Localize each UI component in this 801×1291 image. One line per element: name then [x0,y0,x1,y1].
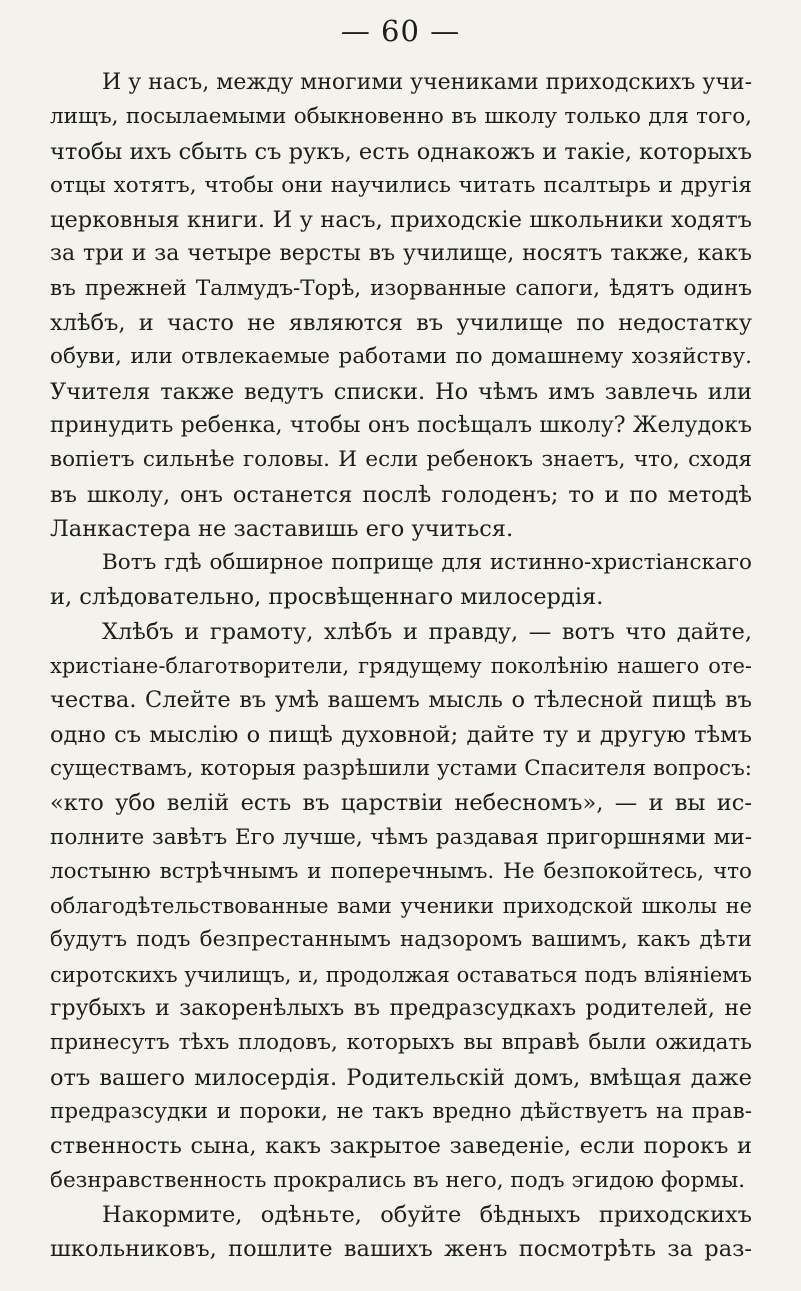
text-line: полните завѣтъ Его лучше, чѣмъ раздавая пригоршнями ми- [50,824,752,850]
text-line: отцы хотятъ, чтобы они научились читать псалтырь и другія [50,172,752,198]
text-line: принудить ребенка, чтобы онъ посѣщалъ школу? Желудокъ [50,412,752,438]
text-line: сиротскихъ училищъ, и, продолжая оставаться подъ вліяніемъ [50,962,752,987]
text-line: обуви, или отвлекаемые работами по домашнему хозяйству. [50,344,752,370]
text-line: принесутъ тѣхъ плодовъ, которыхъ вы вправѣ были ожидать [50,1030,752,1056]
body-text [50,66,752,1266]
text-line: Накормите, одѣньте, обуйте бѣдныхъ приходскихъ [102,1201,752,1228]
page-number: — 60 — [340,14,461,48]
text-line: хлѣбъ, и часто не являются въ училище по недостатку [50,310,752,337]
text-line: предразсудки и пороки, не такъ вредно дѣйствуетъ на прав- [50,1098,752,1124]
text-line: въ прежней Талмудъ-Торѣ, изорванные сапоги, ѣдятъ одинъ [50,275,752,301]
text-line: лищъ, посылаемыми обыкновенно въ школу только для того, [50,104,752,130]
text-line: чтобы ихъ сбыть съ рукъ, есть однакожъ и такіе, которыхъ [50,138,752,165]
text-line: безнравственность прокрались въ него, подъ эгидою формы. [50,1167,746,1193]
text-line: ственность сына, какъ закрытое заведеніе, если порокъ и [50,1133,752,1160]
text-line: лостыню встрѣчнымъ и поперечнымъ. Не безпокойтесь, что [50,858,752,884]
text-line: существамъ, которыя разрѣшили устами Спасителя вопросъ: [50,755,752,781]
text-line: Учителя также ведутъ списки. Но чѣмъ имъ завлечь или [50,378,752,405]
text-line: чества. Слейте въ умѣ вашемъ мысль о тѣлесной пищѣ въ [50,687,752,714]
text-line: «кто убо велій есть въ царствіи небесномъ», — и вы ис- [50,790,752,817]
text-line: церковныя книги. И у насъ, приходскіе школьники ходятъ [50,207,752,234]
text-line: отъ вашего милосердія. Родительскій домъ, вмѣщая даже [50,1064,752,1091]
text-line: Хлѣбъ и грамоту, хлѣбъ и правду, — вотъ что дайте, [102,618,752,645]
text-line: Ланкастера не заставишь его учиться. [50,515,514,542]
text-line: вопіетъ сильнѣе головы. И если ребенокъ знаетъ, что, сходя [50,447,752,473]
text-line: Вотъ гдѣ обширное поприще для истинно-христіанскаго [102,550,752,576]
text-line: одно съ мыслію о пищѣ духовной; дайте ту и другую тѣмъ [50,721,752,748]
text-line: и, слѣдовательно, просвѣщеннаго милосердія. [50,584,604,611]
text-line: за три и за четыре версты въ училище, носятъ также, какъ [50,241,752,267]
text-line: школьниковъ, пошлите вашихъ женъ посмотрѣть за раз- [50,1236,752,1263]
text-line: христіане-благотворители, грядущему поколѣнію нашего оте- [50,654,752,679]
text-line: въ школу, онъ останется послѣ голоденъ; то и по методѣ [50,481,752,508]
text-line: грубыхъ и закоренѣлыхъ въ предразсудкахъ родителей, не [50,996,752,1022]
text-line: будутъ подъ безпрестаннымъ надзоромъ вашимъ, какъ дѣти [50,927,752,953]
text-line: облагодѣтельствованные вами ученики приходской школы не [50,894,752,919]
text-line: И у насъ, между многими учениками приходскихъ учи- [102,70,752,95]
